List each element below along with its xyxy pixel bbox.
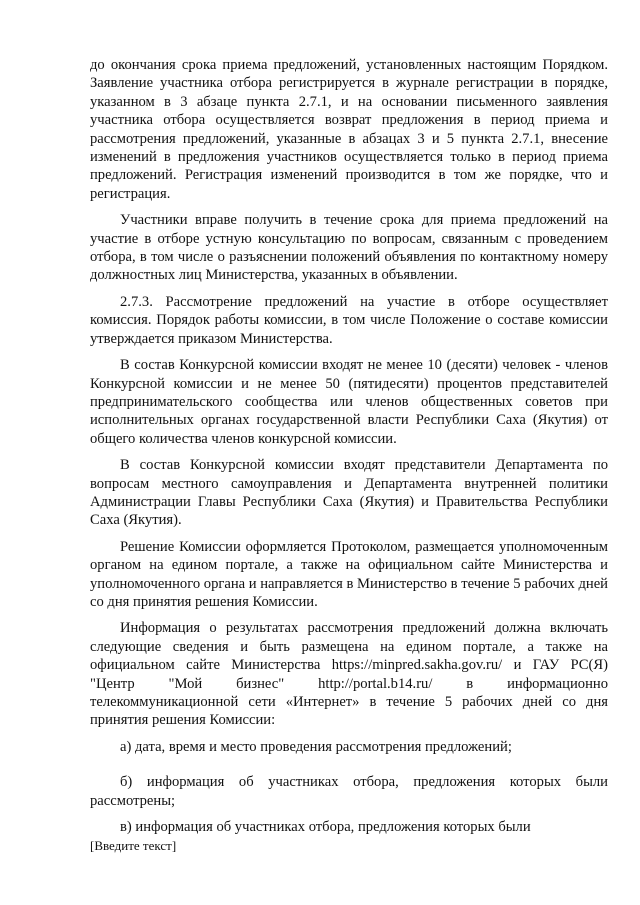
paragraph-commission-decision: Решение Комиссии оформляется Протоколом, размещается уполномоченным органом на едином портале, а также на официальном сайте Министерства и уполномоченного органа и направляется в Министерство в течение 5 рабочих дней со дня принятия решения Комиссии.	[90, 538, 608, 610]
paragraph-withdrawal-of-proposals: до окончания срока приема предложений, установленных настоящим Порядком. Заявление участника отбора регистрируется в журнале регистрации в порядке, указанном в 3 абзаце пункта 2.7.1, и на основании письменного заявления участника отбора осуществляется возврат предложения в период приема и рассмотрения предложений, указанные в абзацах 3 и 5 пункта 2.7.1, внесение изменений в предложения участников осуществляется только в период приема предложений. Регистрация изменений производится в том же порядке, что и регистрация.	[90, 57, 608, 202]
paragraph-commission-composition: В состав Конкурсной комиссии входят не менее 10 (десяти) человек - членов Конкурсной комиссии и не менее 50 (пятидесяти) процентов представителей предпринимательского сообщества или членов общественных советов при исполнительных органах государственной власти Республики Саха (Якутия) от общего количества членов конкурсной комиссии.	[90, 357, 608, 447]
document-page	[90, 56, 608, 844]
list-item-c: в) информация об участниках отбора, предложения которых были	[120, 819, 531, 836]
paragraph-results-information: Информация о результатах рассмотрения предложений должна включать следующие сведения и быть размещена на едином портале, а также на официальном сайте Министерства https://minpred.sakha.gov.ru/ и ГАУ РС(Я) "Центр "Мой бизнес" http://portal.b14.ru/ в информационно телекоммуникационной сети «Интернет» в течение 5 рабочих дней со дня принятия решения Комиссии:	[90, 620, 608, 729]
list-item-a: а) дата, время и место проведения рассмотрения предложений;	[120, 738, 512, 755]
paragraph-commission-representatives: В состав Конкурсной комиссии входят представители Департамента по вопросам местного самоуправления и Департамента внутренней политики Администрации Главы Республики Саха (Якутия) и Правительства Республики Саха (Якутия).	[90, 457, 608, 529]
paragraph-section-2-7-3: 2.7.3. Рассмотрение предложений на участие в отборе осуществляет комиссия. Порядок работы комиссии, в том числе Положение о составе комиссии утверждается приказом Министерства.	[90, 293, 608, 347]
list-item-b: б) информация об участниках отбора, предложения которых были рассмотрены;	[90, 774, 608, 809]
paragraph-consultation: Участники вправе получить в течение срока для приема предложений на участие в отборе устную консультацию по вопросам, связанным с проведением отбора, в том числе о разъяснении положений объявления по контактному номеру должностных лиц Министерства, указанных в объявлении.	[90, 212, 608, 284]
footer-placeholder-text: [Введите текст]	[90, 838, 177, 853]
